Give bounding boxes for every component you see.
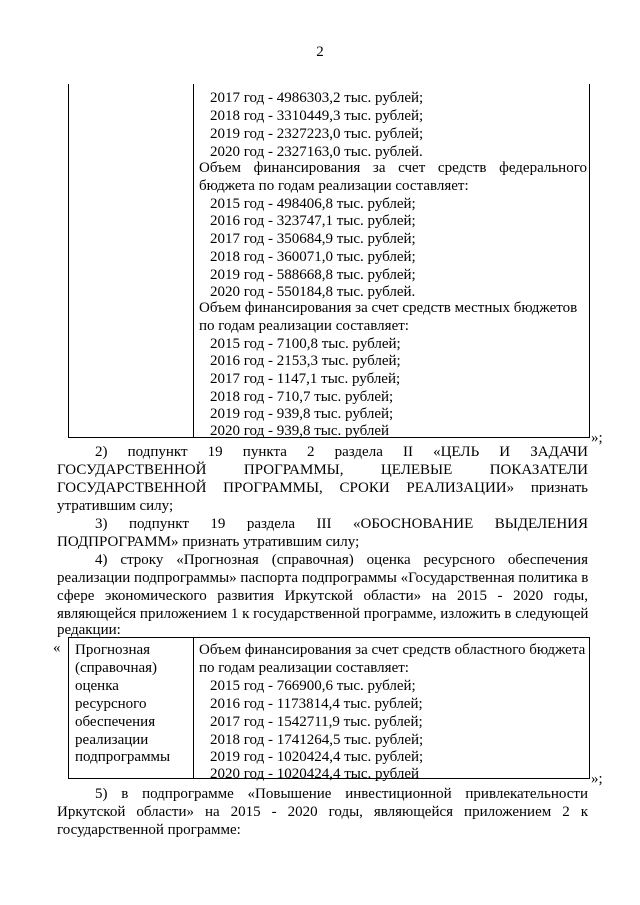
item5-line: 5) в подпрограмме «Повышение инвестиционной привлекательности xyxy=(95,786,588,802)
item4-line: сфере экономического развития Иркутской области» на 2015 - 2020 годы, xyxy=(57,588,588,604)
table2-label: Прогнозная xyxy=(75,642,151,658)
table2-intro: Объем финансирования за счет средств областного бюджета xyxy=(199,642,586,658)
table1-row: 2019 год - 2327223,0 тыс. рублей; xyxy=(210,126,424,142)
item2-line: утратившим силу; xyxy=(57,498,174,514)
federal-row: 2016 год - 323747,1 тыс. рублей; xyxy=(210,213,416,229)
table2-row: 2016 год - 1173814,4 тыс. рублей; xyxy=(210,696,423,712)
table2-label: подпрограммы xyxy=(75,749,171,765)
table2-row: 2020 год - 1020424,4 тыс. рублей xyxy=(210,766,420,782)
column-divider xyxy=(193,638,194,778)
closing-quote: »; xyxy=(591,771,603,787)
item2-line: ГОСУДАРСТВЕННОЙ ПРОГРАММЫ, СРОКИ РЕАЛИЗАЦИИ» признать xyxy=(57,480,588,496)
federal-row: 2019 год - 588668,8 тыс. рублей; xyxy=(210,267,416,283)
local-row: 2020 год - 939,8 тыс. рублей xyxy=(210,423,390,439)
item4-line: 4) строку «Прогнозная (справочная) оценка ресурсного обеспечения xyxy=(95,552,588,568)
table2-row: 2015 год - 766900,6 тыс. рублей; xyxy=(210,678,416,694)
federal-intro: бюджета по годам реализации составляет: xyxy=(199,178,469,194)
item5-line: государственной программе: xyxy=(57,822,241,838)
local-intro: по годам реализации составляет: xyxy=(199,318,409,334)
local-intro: Объем финансирования за счет средств местных бюджетов xyxy=(199,300,578,316)
item5-line: Иркутской области» на 2015 - 2020 годы, являющейся приложением 2 к xyxy=(57,804,588,820)
federal-row: 2020 год - 550184,8 тыс. рублей. xyxy=(210,284,416,300)
item3-line: 3) подпункт 19 раздела III «ОБОСНОВАНИЕ ВЫДЕЛЕНИЯ xyxy=(95,516,588,532)
local-row: 2016 год - 2153,3 тыс. рублей; xyxy=(210,353,401,369)
table2-row: 2017 год - 1542711,9 тыс. рублей; xyxy=(210,714,423,730)
local-row: 2018 год - 710,7 тыс. рублей; xyxy=(210,389,394,405)
table2-row: 2019 год - 1020424,4 тыс. рублей; xyxy=(210,749,424,765)
item2-line: 2) подпункт 19 пункта 2 раздела II «ЦЕЛЬ И ЗАДАЧИ xyxy=(95,444,588,460)
table2-label: реализации xyxy=(75,732,149,748)
federal-row: 2015 год - 498406,8 тыс. рублей; xyxy=(210,196,416,212)
federal-row: 2017 год - 350684,9 тыс. рублей; xyxy=(210,231,416,247)
local-row: 2015 год - 7100,8 тыс. рублей; xyxy=(210,336,401,352)
item2-line: ГОСУДАРСТВЕННОЙ ПРОГРАММЫ, ЦЕЛЕВЫЕ ПОКАЗАТЕЛИ xyxy=(57,462,588,478)
local-row: 2019 год - 939,8 тыс. рублей; xyxy=(210,406,394,422)
column-divider xyxy=(193,84,194,437)
item4-line: реализации подпрограммы» паспорта подпрограммы «Государственная политика в xyxy=(57,570,589,586)
table1-row: 2018 год - 3310449,3 тыс. рублей; xyxy=(210,108,424,124)
open-quote: « xyxy=(53,640,61,656)
page-number: 2 xyxy=(316,44,324,60)
table2-label: ресурсного xyxy=(75,696,147,712)
table1-row: 2017 год - 4986303,2 тыс. рублей; xyxy=(210,90,424,106)
table2-label: оценка xyxy=(75,678,119,694)
federal-row: 2018 год - 360071,0 тыс. рублей; xyxy=(210,249,416,265)
table2-label: обеспечения xyxy=(75,714,156,730)
item4-line: редакции: xyxy=(57,622,121,638)
table2-intro: по годам реализации составляет: xyxy=(199,660,409,676)
item4-line: являющейся приложением 1 к государственной программе, изложить в следующей xyxy=(57,606,589,622)
federal-intro: Объем финансирования за счет средств федерального xyxy=(199,160,587,176)
item3-line: ПОДПРОГРАММ» признать утратившим силу; xyxy=(57,534,360,550)
table2-label: (справочная) xyxy=(75,660,158,676)
table2-row: 2018 год - 1741264,5 тыс. рублей; xyxy=(210,732,424,748)
table1-row: 2020 год - 2327163,0 тыс. рублей. xyxy=(210,144,423,160)
local-row: 2017 год - 1147,1 тыс. рублей; xyxy=(210,371,401,387)
closing-quote: »; xyxy=(591,430,603,446)
